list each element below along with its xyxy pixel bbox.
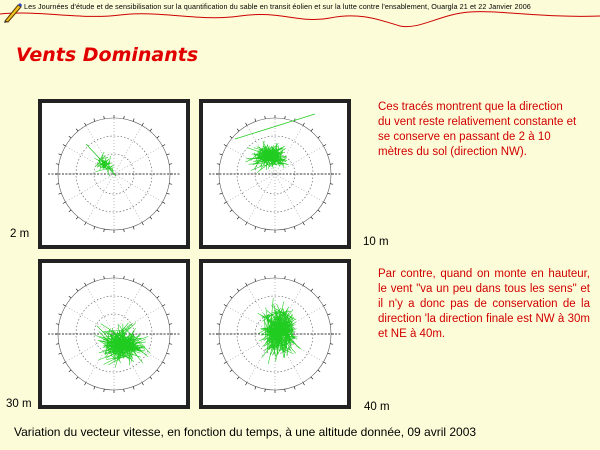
polar-tick xyxy=(56,164,59,165)
polar-tick xyxy=(133,227,134,230)
polar-tick xyxy=(167,314,170,315)
polar-tick xyxy=(133,279,134,282)
polar-tick xyxy=(157,296,159,298)
polar-tick xyxy=(150,129,152,131)
polar-tick xyxy=(265,276,266,279)
polar-tick xyxy=(220,193,223,194)
polar-plot-40m xyxy=(203,263,347,405)
polar-tick xyxy=(69,296,71,298)
polar-tick xyxy=(85,283,87,286)
polar-tick xyxy=(237,129,239,131)
polar-tick xyxy=(285,276,286,279)
pencil-logo-icon xyxy=(2,2,24,24)
polar-tick xyxy=(237,377,239,379)
polar-tick xyxy=(124,389,125,392)
polar-tick xyxy=(220,353,223,354)
polar-tick xyxy=(124,116,125,119)
polar-tick xyxy=(265,229,266,232)
polar-tick xyxy=(220,154,223,155)
polar-tick xyxy=(224,362,227,364)
polar-tick xyxy=(167,353,170,354)
polar-tick xyxy=(104,389,105,392)
polar-tick xyxy=(63,145,66,147)
polar-tick xyxy=(69,210,71,212)
polar-tick xyxy=(323,362,326,364)
polar-tick xyxy=(246,123,248,126)
polar-tick xyxy=(157,136,159,138)
polar-tick xyxy=(237,217,239,219)
polar-spoke xyxy=(66,174,114,202)
polar-tick xyxy=(328,193,331,194)
polar-tick xyxy=(330,344,333,345)
polar-tick xyxy=(169,164,172,165)
plot-panel-40m xyxy=(199,259,351,409)
polar-tick xyxy=(124,229,125,232)
polar-tick xyxy=(167,193,170,194)
polar-tick xyxy=(85,222,87,225)
polar-tick xyxy=(56,324,59,325)
polar-tick xyxy=(328,154,331,155)
polar-tick xyxy=(285,389,286,392)
polar-spoke xyxy=(66,306,114,334)
polar-tick xyxy=(323,202,326,204)
polar-tick xyxy=(311,377,313,379)
polar-tick xyxy=(237,289,239,291)
polar-tick xyxy=(59,314,62,315)
polar-tick xyxy=(94,387,95,390)
polar-tick xyxy=(255,119,256,122)
plot-panel-10m xyxy=(199,99,351,249)
polar-spoke xyxy=(114,174,142,222)
description-paragraph-2: Par contre, quand on monte en hauteur, le vent "va un peu dans tous les sens" et il n'y a donc pas de conservation de la direction 'la direction finale est NW à 30m et NE à 40m. xyxy=(378,268,590,340)
polar-tick xyxy=(69,370,71,372)
polar-spoke xyxy=(86,174,114,222)
polar-tick xyxy=(104,116,105,119)
polar-tick xyxy=(104,276,105,279)
polar-tick xyxy=(328,314,331,315)
polar-tick xyxy=(63,305,66,307)
polar-tick xyxy=(230,136,232,138)
polar-plot-2m xyxy=(42,103,186,245)
polar-tick xyxy=(265,116,266,119)
description-paragraph-1: Ces tracés montrent que la direction du vent reste relativement constante et se conserve en passant de 2 à 10 mètres du sol (direction NW). xyxy=(378,101,577,158)
polar-tick xyxy=(59,193,62,194)
polar-tick xyxy=(162,202,165,204)
polar-tick xyxy=(63,202,66,204)
polar-tick xyxy=(330,324,333,325)
figure-caption: Variation du vecteur vitesse, en fonction du temps, à une altitude donnée, 09 avril 2003 xyxy=(14,425,477,439)
polar-spoke xyxy=(114,306,162,334)
polar-tick xyxy=(318,296,320,298)
wind-trace-segment xyxy=(267,316,268,353)
polar-tick xyxy=(294,387,295,390)
polar-tick xyxy=(328,353,331,354)
polar-spoke xyxy=(114,174,162,202)
polar-tick xyxy=(224,145,227,147)
polar-tick xyxy=(94,119,95,122)
polar-spoke xyxy=(114,126,142,174)
polar-tick xyxy=(303,382,305,385)
polar-tick xyxy=(311,129,313,131)
polar-tick xyxy=(230,296,232,298)
polar-spoke xyxy=(275,174,303,222)
polar-tick xyxy=(162,362,165,364)
polar-tick xyxy=(217,344,220,345)
polar-tick xyxy=(63,362,66,364)
polar-tick xyxy=(85,123,87,126)
polar-spoke xyxy=(275,174,323,202)
polar-tick xyxy=(294,227,295,230)
polar-tick xyxy=(255,279,256,282)
altitude-label-2m: 2 m xyxy=(10,228,30,240)
polar-tick xyxy=(311,289,313,291)
polar-tick xyxy=(56,184,59,185)
polar-tick xyxy=(220,314,223,315)
polar-tick xyxy=(255,227,256,230)
polar-plot-30m xyxy=(42,263,186,405)
polar-tick xyxy=(246,283,248,286)
polar-tick xyxy=(217,324,220,325)
polar-tick xyxy=(142,283,144,286)
polar-tick xyxy=(169,324,172,325)
altitude-label-10m: 10 m xyxy=(363,236,389,248)
polar-tick xyxy=(94,279,95,282)
altitude-label-40m: 40 m xyxy=(364,401,390,413)
polar-tick xyxy=(76,217,78,219)
polar-tick xyxy=(59,154,62,155)
polar-tick xyxy=(265,389,266,392)
polar-tick xyxy=(323,145,326,147)
polar-tick xyxy=(169,184,172,185)
polar-tick xyxy=(59,353,62,354)
polar-tick xyxy=(330,184,333,185)
polar-tick xyxy=(76,289,78,291)
polar-spoke xyxy=(86,286,114,334)
polar-tick xyxy=(230,370,232,372)
polar-tick xyxy=(124,276,125,279)
polar-tick xyxy=(76,129,78,131)
polar-tick xyxy=(142,382,144,385)
polar-tick xyxy=(330,164,333,165)
polar-tick xyxy=(150,377,152,379)
polar-tick xyxy=(318,370,320,372)
polar-tick xyxy=(133,387,134,390)
polar-tick xyxy=(157,210,159,212)
page-title: Vents Dominants xyxy=(16,44,199,66)
polar-tick xyxy=(294,279,295,282)
polar-tick xyxy=(285,116,286,119)
polar-spoke xyxy=(227,174,275,202)
polar-plot-10m xyxy=(203,103,347,245)
polar-tick xyxy=(318,210,320,212)
polar-tick xyxy=(224,202,227,204)
polar-tick xyxy=(318,136,320,138)
polar-tick xyxy=(150,217,152,219)
wind-trace-segment xyxy=(100,166,101,171)
altitude-label-30m: 30 m xyxy=(6,398,32,410)
plot-panel-30m xyxy=(38,259,190,409)
plot-panel-2m xyxy=(38,99,190,249)
polar-tick xyxy=(167,154,170,155)
polar-tick xyxy=(150,289,152,291)
polar-tick xyxy=(303,283,305,286)
polar-tick xyxy=(162,145,165,147)
polar-tick xyxy=(169,344,172,345)
polar-tick xyxy=(255,387,256,390)
polar-spoke xyxy=(114,146,162,174)
polar-tick xyxy=(142,123,144,126)
polar-tick xyxy=(246,382,248,385)
polar-tick xyxy=(56,344,59,345)
polar-tick xyxy=(285,229,286,232)
polar-tick xyxy=(224,305,227,307)
polar-tick xyxy=(104,229,105,232)
polar-tick xyxy=(303,123,305,126)
polar-tick xyxy=(69,136,71,138)
polar-tick xyxy=(303,222,305,225)
polar-tick xyxy=(230,210,232,212)
polar-tick xyxy=(162,305,165,307)
polar-tick xyxy=(85,382,87,385)
polar-tick xyxy=(157,370,159,372)
header-banner-text: Les Journées d'étude et de sensibilisation sur la quantification du sable en transit éolien et sur la lutte contre l'ensablement, Ouargla 21 et 22 Janvier 2006 xyxy=(24,2,531,11)
polar-tick xyxy=(133,119,134,122)
polar-tick xyxy=(311,217,313,219)
polar-tick xyxy=(217,164,220,165)
polar-spoke xyxy=(247,174,275,222)
polar-tick xyxy=(76,377,78,379)
polar-tick xyxy=(94,227,95,230)
polar-tick xyxy=(323,305,326,307)
polar-tick xyxy=(246,222,248,225)
polar-tick xyxy=(142,222,144,225)
polar-tick xyxy=(217,184,220,185)
